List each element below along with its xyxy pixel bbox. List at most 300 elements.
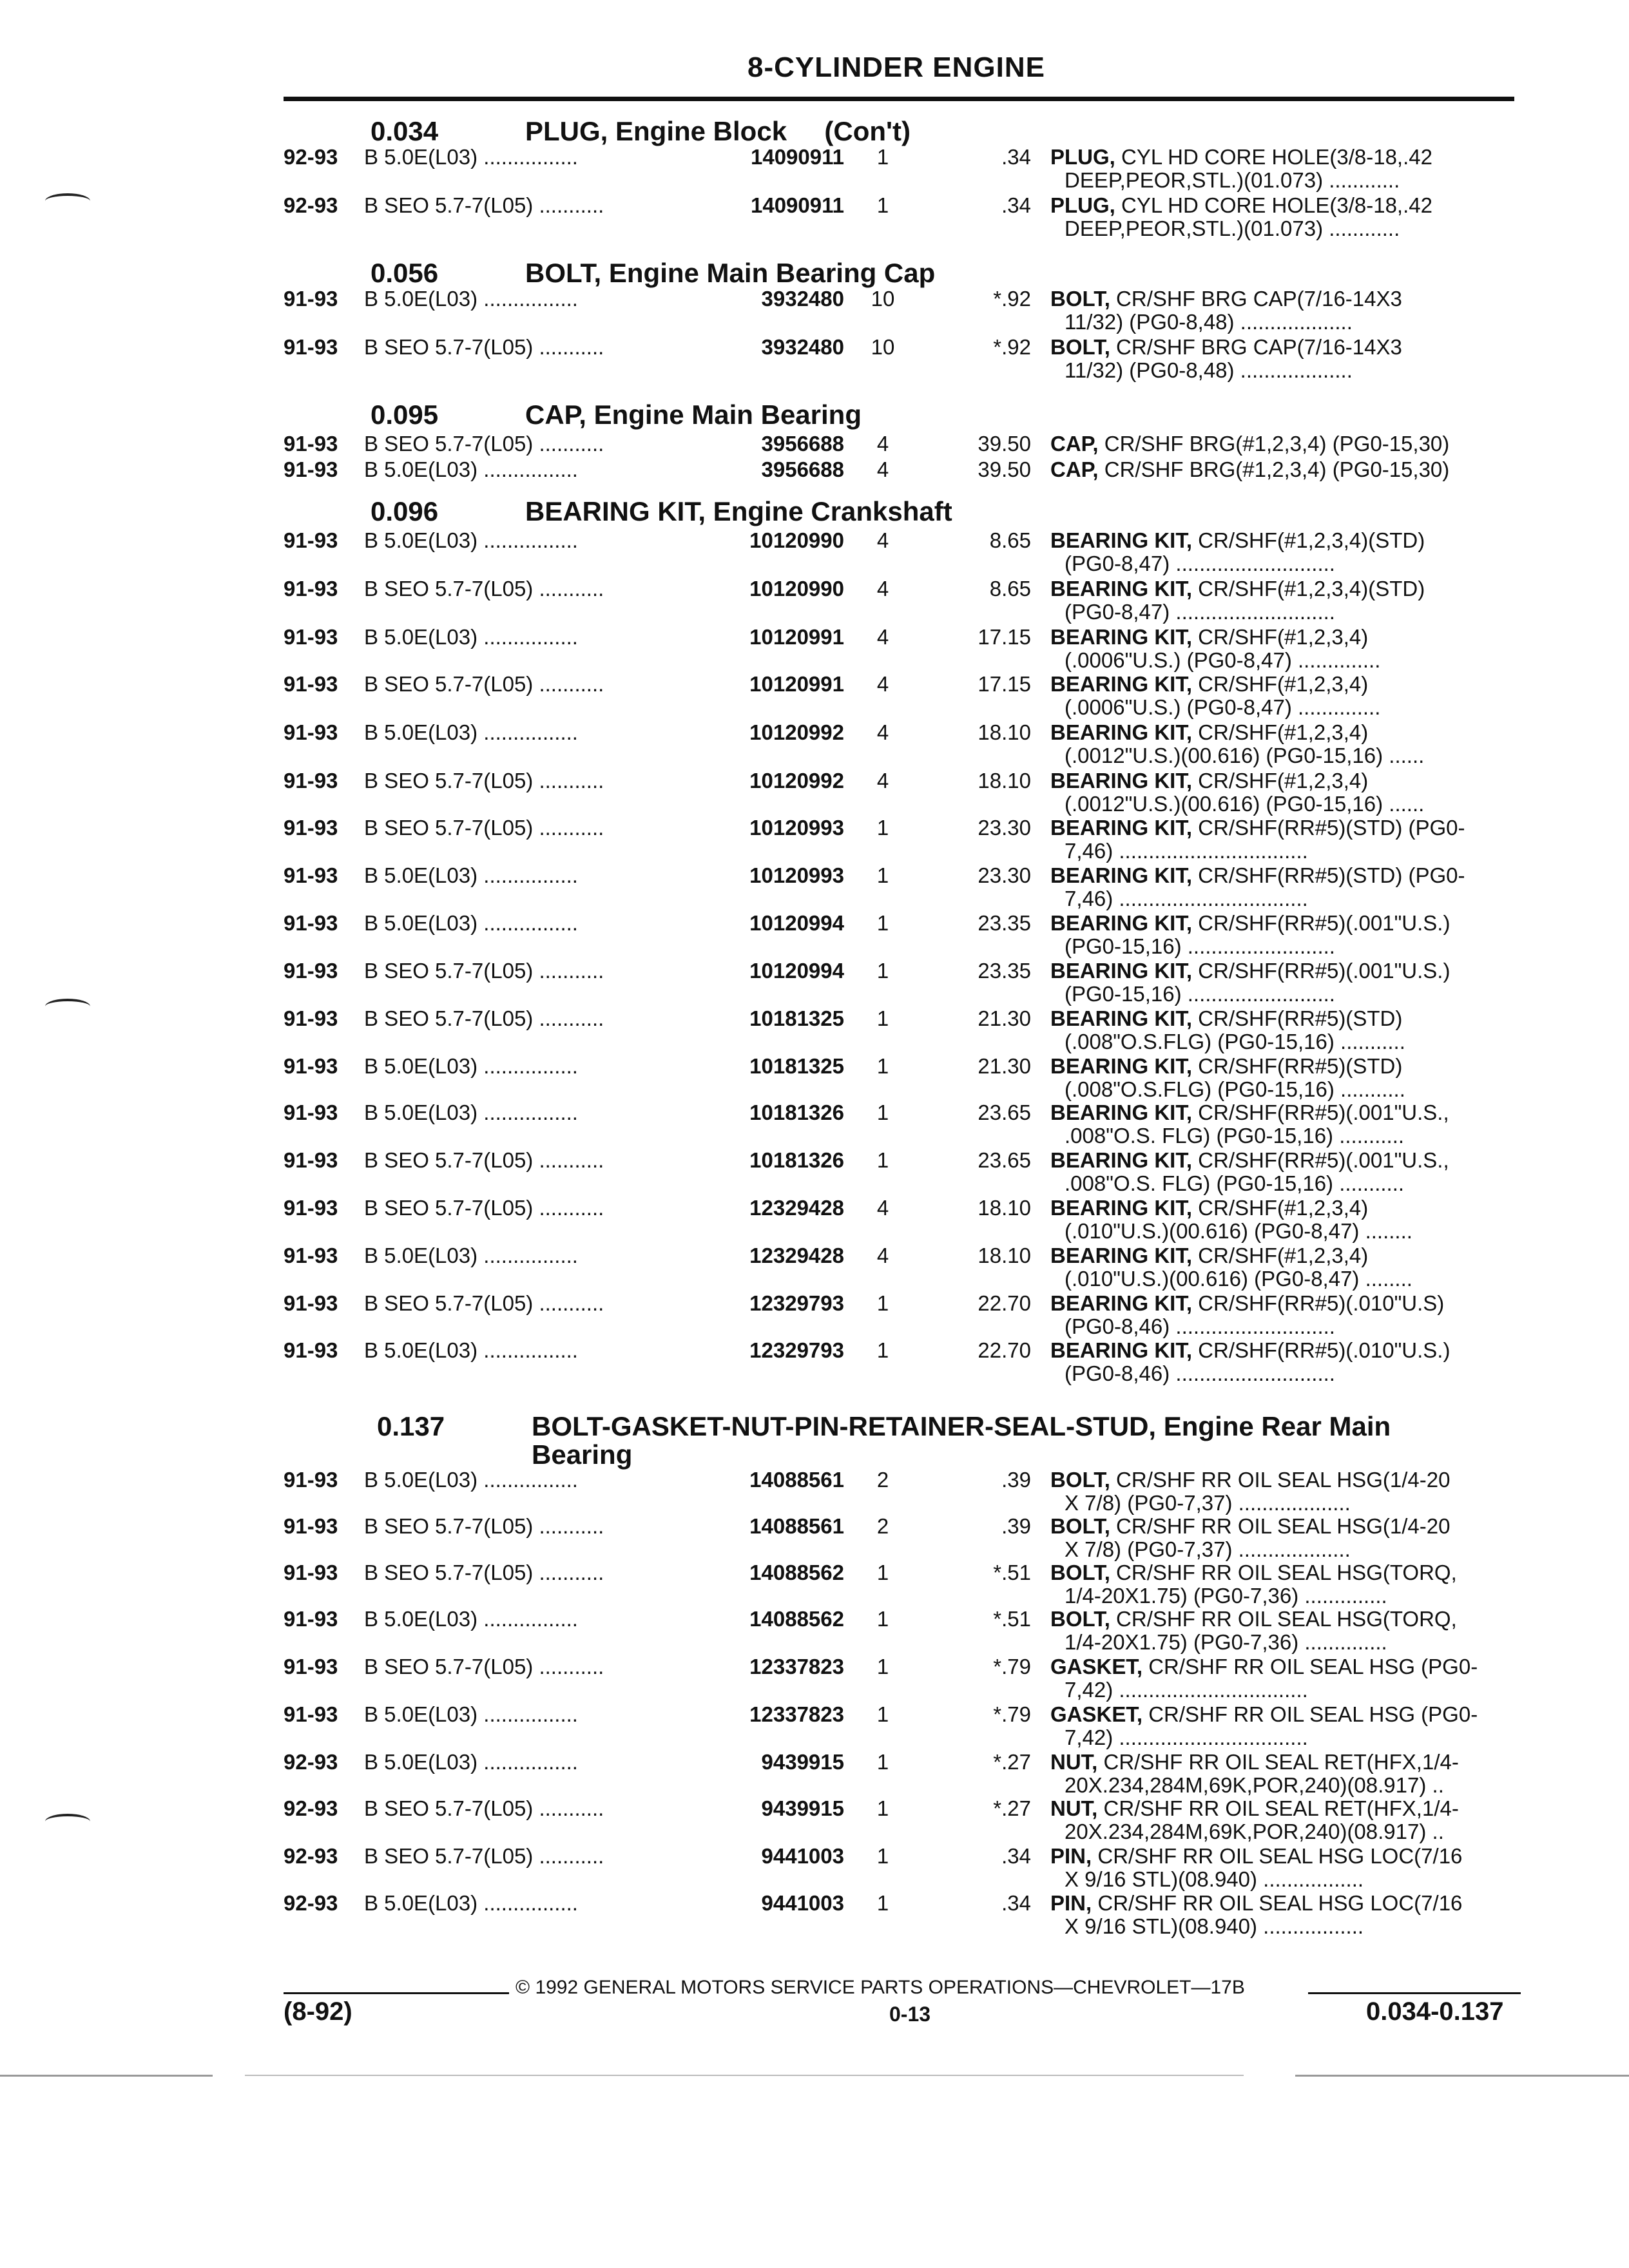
quantity: 4 (876, 672, 889, 696)
description-line-2: 7,42) ................................ (1065, 1678, 1308, 1702)
part-spec: CYL HD CORE HOLE(3/8-18,.42 (1115, 145, 1432, 169)
part-row (284, 863, 1521, 911)
quantity: 4 (876, 769, 889, 793)
price: 22.70 (978, 1338, 1031, 1362)
scan-edge-line (1295, 2075, 1629, 2077)
price: 18.10 (978, 1244, 1031, 1267)
model-year: 91-93 (284, 1514, 338, 1538)
section-number: 0.056 (371, 258, 439, 288)
price: .34 (1001, 145, 1031, 169)
vehicle-engine: B 5.0E(L03) ................ (364, 145, 578, 169)
price: *.27 (993, 1750, 1031, 1774)
vehicle-engine: B 5.0E(L03) ................ (364, 1100, 578, 1124)
part-name: BEARING KIT, (1050, 959, 1193, 983)
part-spec: CR/SHF BRG CAP(7/16-14X3 (1110, 287, 1402, 311)
part-number: 12329793 (749, 1291, 844, 1315)
part-spec: CR/SHF(RR#5)(STD) (1192, 1054, 1403, 1078)
description-line-2: X 7/8) (PG0-7,37) ................... (1065, 1537, 1351, 1561)
part-name: BEARING KIT, (1050, 720, 1193, 744)
part-row (284, 145, 1521, 193)
price: 21.30 (978, 1006, 1031, 1030)
model-year: 91-93 (284, 528, 338, 552)
model-year: 91-93 (284, 432, 338, 456)
price: 22.70 (978, 1291, 1031, 1315)
part-name: BEARING KIT, (1050, 1244, 1193, 1267)
part-name: PIN, (1050, 1891, 1092, 1915)
part-number: 10120994 (749, 911, 844, 935)
part-name: BOLT, (1050, 1514, 1110, 1538)
description-line-2: (.0012"U.S.)(00.616) (PG0-15,16) ...... (1065, 744, 1425, 767)
section-title: PLUG, Engine Block (Con't) (525, 116, 911, 146)
vehicle-engine: B SEO 5.7-7(L05) ........... (364, 816, 604, 840)
part-spec: CR/SHF(#1,2,3,4) (1192, 672, 1369, 696)
description-line-1 (1050, 193, 1432, 218)
part-row (284, 1655, 1521, 1702)
description-line-1 (1050, 863, 1465, 888)
vehicle-engine: B 5.0E(L03) ................ (364, 1702, 578, 1726)
part-row (284, 911, 1521, 959)
quantity: 1 (876, 1338, 889, 1362)
description-line-1 (1050, 1100, 1449, 1125)
description-line-1 (1050, 432, 1449, 456)
section-number: 0.096 (371, 496, 439, 526)
description-line-2: (.010"U.S.)(00.616) (PG0-8,47) ........ (1065, 1267, 1412, 1291)
model-year: 91-93 (284, 335, 338, 359)
vehicle-engine: B SEO 5.7-7(L05) ........... (364, 1561, 604, 1584)
part-spec: CR/SHF(RR#5)(STD) (PG0- (1192, 863, 1465, 887)
price: 23.65 (978, 1148, 1031, 1172)
model-year: 91-93 (284, 769, 338, 793)
vehicle-engine: B 5.0E(L03) ................ (364, 1891, 578, 1915)
model-year: 91-93 (284, 1006, 338, 1030)
part-name: GASKET, (1050, 1702, 1143, 1726)
description-line-1 (1050, 1796, 1459, 1821)
vehicle-engine: B 5.0E(L03) ................ (364, 911, 578, 935)
quantity: 1 (876, 1291, 889, 1315)
part-spec: CR/SHF(RR#5)(STD) (1192, 1006, 1403, 1030)
part-spec: CR/SHF RR OIL SEAL HSG(TORQ, (1110, 1561, 1457, 1584)
part-number: 3932480 (761, 335, 844, 359)
part-row (284, 1468, 1521, 1515)
price: *.51 (993, 1561, 1031, 1584)
model-year: 92-93 (284, 1796, 338, 1820)
part-spec: CR/SHF(#1,2,3,4) (1192, 720, 1369, 744)
description-line-2: (.0006"U.S.) (PG0-8,47) .............. (1065, 648, 1381, 672)
quantity: 4 (876, 577, 889, 601)
vehicle-engine: B SEO 5.7-7(L05) ........... (364, 432, 604, 456)
description-line-2: .008"O.S. FLG) (PG0-15,16) ........... (1065, 1124, 1405, 1148)
quantity: 1 (876, 1796, 889, 1820)
quantity: 4 (876, 1244, 889, 1267)
part-number: 14088562 (749, 1607, 844, 1631)
part-name: BEARING KIT, (1050, 1338, 1193, 1362)
model-year: 92-93 (284, 1844, 338, 1868)
quantity: 1 (876, 1750, 889, 1774)
description-line-1 (1050, 1054, 1402, 1079)
part-name: BEARING KIT, (1050, 1291, 1193, 1315)
model-year: 92-93 (284, 145, 338, 169)
part-spec: CR/SHF(RR#5)(.001"U.S.) (1192, 959, 1451, 983)
quantity: 4 (876, 720, 889, 744)
quantity: 2 (876, 1514, 889, 1538)
part-number: 10120993 (749, 816, 844, 840)
part-spec: CR/SHF BRG CAP(7/16-14X3 (1110, 335, 1402, 359)
price: 8.65 (989, 577, 1031, 601)
vehicle-engine: B SEO 5.7-7(L05) ........... (364, 1514, 604, 1538)
part-spec: CR/SHF BRG(#1,2,3,4) (PG0-15,30) (1098, 457, 1450, 481)
model-year: 91-93 (284, 863, 338, 887)
part-number: 10120991 (749, 625, 844, 649)
description-line-2: DEEP,PEOR,STL.)(01.073) ............ (1065, 168, 1400, 192)
part-row (284, 769, 1521, 816)
vehicle-engine: B SEO 5.7-7(L05) ........... (364, 335, 604, 359)
vehicle-engine: B 5.0E(L03) ................ (364, 625, 578, 649)
description-line-2: (PG0-8,47) ........................... (1065, 552, 1335, 575)
part-row (284, 1891, 1521, 1939)
quantity: 1 (876, 1844, 889, 1868)
price: 21.30 (978, 1054, 1031, 1078)
part-row (284, 1702, 1521, 1750)
price: 39.50 (978, 457, 1031, 481)
section-number: 0.095 (371, 399, 439, 430)
footer-date: (8-92) (284, 1997, 352, 2026)
description-line-1 (1050, 1561, 1457, 1585)
description-line-2: 7,46) ................................ (1065, 839, 1308, 863)
part-number: 12337823 (749, 1702, 844, 1726)
description-line-1 (1050, 672, 1368, 697)
part-spec: CR/SHF RR OIL SEAL HSG (PG0- (1142, 1702, 1478, 1726)
description-line-2: (PG0-15,16) ......................... (1065, 934, 1335, 958)
description-line-1 (1050, 769, 1368, 793)
part-name: BEARING KIT, (1050, 1006, 1193, 1030)
description-line-2: X 9/16 STL)(08.940) ................. (1065, 1867, 1364, 1891)
description-line-1 (1050, 1196, 1368, 1220)
part-spec: CR/SHF RR OIL SEAL HSG(TORQ, (1110, 1607, 1457, 1631)
price: 17.15 (978, 672, 1031, 696)
quantity: 2 (876, 1468, 889, 1492)
quantity: 1 (876, 863, 889, 887)
description-line-2: (.008"O.S.FLG) (PG0-15,16) ........... (1065, 1077, 1405, 1101)
vehicle-engine: B 5.0E(L03) ................ (364, 1338, 578, 1362)
part-row (284, 1291, 1521, 1339)
part-number: 14088562 (749, 1561, 844, 1584)
part-row (284, 1196, 1521, 1244)
price: 23.35 (978, 911, 1031, 935)
model-year: 91-93 (284, 625, 338, 649)
part-name: BOLT, (1050, 287, 1110, 311)
description-line-1 (1050, 577, 1425, 601)
part-spec: CR/SHF(RR#5)(.010"U.S.) (1192, 1338, 1451, 1362)
part-row (284, 959, 1521, 1006)
part-name: BEARING KIT, (1050, 1196, 1193, 1220)
part-number: 10120994 (749, 959, 844, 983)
price: 23.30 (978, 816, 1031, 840)
part-name: GASKET, (1050, 1655, 1143, 1678)
description-line-1 (1050, 145, 1432, 169)
description-line-2: 11/32) (PG0-8,48) ................... (1065, 310, 1353, 334)
part-row (284, 193, 1521, 241)
part-name: CAP, (1050, 432, 1099, 456)
description-line-2: (PG0-15,16) ......................... (1065, 982, 1335, 1006)
page-title: 8-CYLINDER ENGINE (747, 52, 1045, 83)
description-line-2: (.0012"U.S.)(00.616) (PG0-15,16) ...... (1065, 792, 1425, 816)
vehicle-engine: B 5.0E(L03) ................ (364, 287, 578, 311)
part-row (284, 625, 1521, 673)
part-number: 9441003 (761, 1844, 844, 1868)
footer-copyright: © 1992 GENERAL MOTORS SERVICE PARTS OPERATIONS—CHEVROLET—17B (516, 1977, 1245, 1998)
model-year: 91-93 (284, 911, 338, 935)
description-line-1 (1050, 1844, 1462, 1869)
section-title: CAP, Engine Main Bearing (525, 399, 862, 430)
quantity: 10 (871, 287, 895, 311)
price: 23.35 (978, 959, 1031, 983)
part-number: 14088561 (749, 1468, 844, 1492)
model-year: 92-93 (284, 1750, 338, 1774)
quantity: 4 (876, 457, 889, 481)
part-number: 12329428 (749, 1196, 844, 1220)
part-spec: CYL HD CORE HOLE(3/8-18,.42 (1115, 193, 1432, 217)
part-row (284, 1148, 1521, 1196)
description-line-2: (.0006"U.S.) (PG0-8,47) .............. (1065, 695, 1381, 719)
part-spec: CR/SHF(#1,2,3,4) (1192, 1244, 1369, 1267)
part-row (284, 1100, 1521, 1148)
part-number: 9441003 (761, 1891, 844, 1915)
price: *.51 (993, 1607, 1031, 1631)
part-number: 14090911 (750, 145, 844, 169)
description-line-2: 11/32) (PG0-8,48) ................... (1065, 358, 1353, 382)
part-row (284, 1244, 1521, 1291)
description-line-2: (.008"O.S.FLG) (PG0-15,16) ........... (1065, 1030, 1405, 1053)
price: 23.65 (978, 1100, 1031, 1124)
model-year: 91-93 (284, 672, 338, 696)
model-year: 91-93 (284, 1054, 338, 1078)
model-year: 91-93 (284, 457, 338, 481)
description-line-1 (1050, 457, 1449, 482)
description-line-1 (1050, 1468, 1450, 1492)
description-line-1 (1050, 528, 1425, 553)
quantity: 1 (876, 816, 889, 840)
part-number: 3956688 (761, 457, 844, 481)
model-year: 91-93 (284, 287, 338, 311)
price: *.92 (993, 287, 1031, 311)
part-number: 9439915 (761, 1796, 844, 1820)
part-name: BOLT, (1050, 1607, 1110, 1631)
description-line-1 (1050, 625, 1368, 649)
quantity: 1 (876, 1702, 889, 1726)
part-spec: CR/SHF RR OIL SEAL RET(HFX,1/4- (1097, 1750, 1459, 1774)
part-spec: CR/SHF BRG(#1,2,3,4) (PG0-15,30) (1098, 432, 1450, 456)
section-number: 0.137 (377, 1411, 445, 1441)
part-spec: CR/SHF(RR#5)(.010"U.S) (1192, 1291, 1445, 1315)
part-name: BEARING KIT, (1050, 528, 1193, 552)
part-row (284, 816, 1521, 863)
part-name: BEARING KIT, (1050, 911, 1193, 935)
vehicle-engine: B SEO 5.7-7(L05) ........... (364, 672, 604, 696)
model-year: 91-93 (284, 1100, 338, 1124)
quantity: 1 (876, 1100, 889, 1124)
vehicle-engine: B SEO 5.7-7(L05) ........... (364, 193, 604, 217)
part-number: 12329428 (749, 1244, 844, 1267)
description-line-2: (PG0-8,46) ........................... (1065, 1314, 1335, 1338)
vehicle-engine: B 5.0E(L03) ................ (364, 720, 578, 744)
part-number: 9439915 (761, 1750, 844, 1774)
model-year: 91-93 (284, 577, 338, 601)
part-row (284, 1607, 1521, 1655)
quantity: 4 (876, 432, 889, 456)
description-line-1 (1050, 959, 1450, 983)
part-name: BEARING KIT, (1050, 1100, 1193, 1124)
vehicle-engine: B 5.0E(L03) ................ (364, 1468, 578, 1492)
price: 17.15 (978, 625, 1031, 649)
price: .34 (1001, 1891, 1031, 1915)
part-name: CAP, (1050, 457, 1099, 481)
part-spec: CR/SHF RR OIL SEAL HSG(1/4-20 (1110, 1514, 1451, 1538)
description-line-2: 1/4-20X1.75) (PG0-7,36) .............. (1065, 1630, 1387, 1654)
vehicle-engine: B SEO 5.7-7(L05) ........... (364, 1006, 604, 1030)
description-line-1 (1050, 1655, 1478, 1679)
part-row (284, 1796, 1521, 1844)
price: .34 (1001, 193, 1031, 217)
part-number: 10181325 (749, 1006, 844, 1030)
part-row (284, 1750, 1521, 1798)
vehicle-engine: B SEO 5.7-7(L05) ........... (364, 1196, 604, 1220)
model-year: 91-93 (284, 816, 338, 840)
section-title: BOLT, Engine Main Bearing Cap (525, 258, 936, 288)
part-spec: CR/SHF(#1,2,3,4) (1192, 625, 1369, 649)
price: .39 (1001, 1468, 1031, 1492)
vehicle-engine: B 5.0E(L03) ................ (364, 1244, 578, 1267)
quantity: 4 (876, 1196, 889, 1220)
vehicle-engine: B SEO 5.7-7(L05) ........... (364, 1796, 604, 1820)
part-row (284, 672, 1521, 720)
model-year: 91-93 (284, 1148, 338, 1172)
part-name: BEARING KIT, (1050, 769, 1193, 793)
part-number: 10181326 (749, 1148, 844, 1172)
vehicle-engine: B 5.0E(L03) ................ (364, 1054, 578, 1078)
vehicle-engine: B 5.0E(L03) ................ (364, 528, 578, 552)
part-name: BEARING KIT, (1050, 577, 1193, 601)
part-name: BOLT, (1050, 335, 1110, 359)
description-line-1 (1050, 911, 1450, 936)
part-name: BEARING KIT, (1050, 672, 1193, 696)
part-name: BOLT, (1050, 1561, 1110, 1584)
section-title-continued: Bearing (532, 1439, 633, 1470)
quantity: 1 (876, 1891, 889, 1915)
part-name: BEARING KIT, (1050, 625, 1193, 649)
vehicle-engine: B SEO 5.7-7(L05) ........... (364, 769, 604, 793)
price: *.79 (993, 1655, 1031, 1678)
scan-edge-line (245, 2075, 1244, 2076)
vehicle-engine: B 5.0E(L03) ................ (364, 1607, 578, 1631)
part-name: BOLT, (1050, 1468, 1110, 1492)
part-number: 10120991 (749, 672, 844, 696)
description-line-2: (PG0-8,47) ........................... (1065, 600, 1335, 624)
part-name: BEARING KIT, (1050, 1148, 1193, 1172)
quantity: 4 (876, 625, 889, 649)
description-line-2: (PG0-8,46) ........................... (1065, 1361, 1335, 1385)
description-line-1 (1050, 1244, 1368, 1268)
description-line-1 (1050, 1148, 1449, 1173)
footer-page-number: 0-13 (889, 2003, 931, 2026)
price: 23.30 (978, 863, 1031, 887)
part-row (284, 287, 1521, 334)
price: 18.10 (978, 1196, 1031, 1220)
part-row (284, 1054, 1521, 1102)
model-year: 91-93 (284, 1702, 338, 1726)
footer-section-range: 0.034-0.137 (1366, 1997, 1504, 2026)
quantity: 1 (876, 1148, 889, 1172)
part-row (284, 1514, 1521, 1562)
part-name: BEARING KIT, (1050, 1054, 1193, 1078)
part-row (284, 1338, 1521, 1386)
scan-edge-line (0, 2075, 213, 2077)
price: 18.10 (978, 720, 1031, 744)
part-name: PLUG, (1050, 193, 1115, 217)
description-line-1 (1050, 1338, 1450, 1363)
part-name: BEARING KIT, (1050, 863, 1193, 887)
description-line-2: (.010"U.S.)(00.616) (PG0-8,47) ........ (1065, 1219, 1412, 1243)
description-line-1 (1050, 1006, 1402, 1031)
price: 8.65 (989, 528, 1031, 552)
quantity: 10 (871, 335, 895, 359)
model-year: 91-93 (284, 1291, 338, 1315)
price: 18.10 (978, 769, 1031, 793)
part-spec: CR/SHF(#1,2,3,4) (1192, 769, 1369, 793)
vehicle-engine: B SEO 5.7-7(L05) ........... (364, 577, 604, 601)
binder-mark (45, 1814, 90, 1829)
part-row (284, 1006, 1521, 1054)
part-spec: CR/SHF(RR#5)(.001"U.S.) (1192, 911, 1451, 935)
part-number: 10120990 (749, 577, 844, 601)
footer-rule-right (1308, 1992, 1521, 1994)
description-line-1 (1050, 816, 1465, 840)
vehicle-engine: B SEO 5.7-7(L05) ........... (364, 1291, 604, 1315)
quantity: 1 (876, 959, 889, 983)
description-line-2: 1/4-20X1.75) (PG0-7,36) .............. (1065, 1584, 1387, 1608)
part-spec: CR/SHF RR OIL SEAL HSG LOC(7/16 (1092, 1891, 1463, 1915)
model-year: 91-93 (284, 1607, 338, 1631)
section-title: BEARING KIT, Engine Crankshaft (525, 496, 952, 526)
part-number: 10181326 (749, 1100, 844, 1124)
part-spec: CR/SHF(RR#5)(.001"U.S., (1192, 1100, 1449, 1124)
description-line-2: X 9/16 STL)(08.940) ................. (1065, 1914, 1364, 1938)
quantity: 4 (876, 528, 889, 552)
quantity: 1 (876, 1655, 889, 1678)
part-number: 10120992 (749, 720, 844, 744)
part-name: BEARING KIT, (1050, 816, 1193, 840)
model-year: 91-93 (284, 1196, 338, 1220)
vehicle-engine: B 5.0E(L03) ................ (364, 863, 578, 887)
part-number: 3932480 (761, 287, 844, 311)
description-line-1 (1050, 287, 1402, 311)
part-spec: CR/SHF(#1,2,3,4) (1192, 1196, 1369, 1220)
description-line-1 (1050, 1891, 1462, 1916)
part-number: 10181325 (749, 1054, 844, 1078)
description-line-1 (1050, 1702, 1478, 1727)
description-line-2: .008"O.S. FLG) (PG0-15,16) ........... (1065, 1171, 1405, 1195)
part-number: 12329793 (749, 1338, 844, 1362)
part-name: PIN, (1050, 1844, 1092, 1868)
description-line-1 (1050, 1291, 1444, 1316)
model-year: 92-93 (284, 1891, 338, 1915)
vehicle-engine: B SEO 5.7-7(L05) ........... (364, 959, 604, 983)
model-year: 91-93 (284, 1468, 338, 1492)
binder-mark (45, 193, 90, 209)
model-year: 91-93 (284, 1561, 338, 1584)
part-name: PLUG, (1050, 145, 1115, 169)
part-spec: CR/SHF(RR#5)(.001"U.S., (1192, 1148, 1449, 1172)
part-name: NUT, (1050, 1796, 1098, 1820)
